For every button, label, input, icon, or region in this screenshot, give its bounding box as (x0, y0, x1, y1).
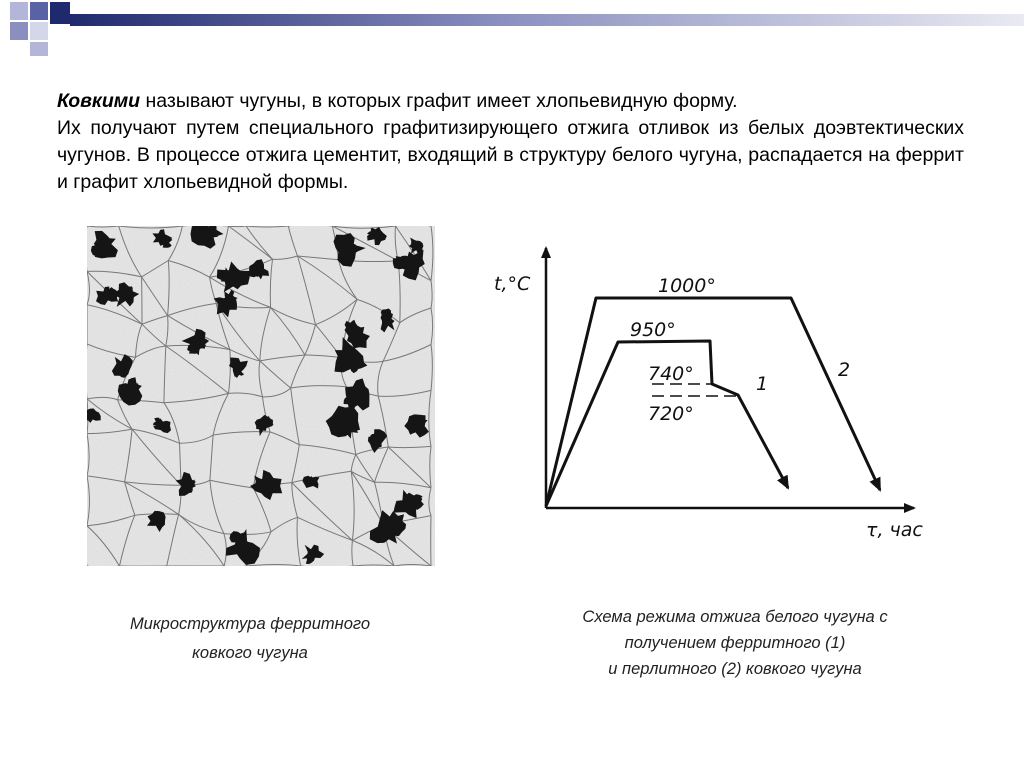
label-720: 720° (648, 403, 694, 425)
label-curve-2: 2 (838, 359, 851, 381)
header-square (30, 2, 48, 20)
curve-2 (546, 298, 880, 506)
header-square (10, 22, 28, 40)
header-decoration (0, 0, 1024, 60)
caption-graph-line2: получением ферритного (1) (624, 634, 846, 652)
label-740: 740° (648, 363, 694, 385)
intro-paragraph: Их получают путем специального графитизирующего отжига отливок из белых доэвтектических чугунов. В процессе отжига цементит, входящий в структуру белого чугуна, распадается на феррит и графит хлопьевидной формы. (57, 117, 964, 193)
intro-line1-rest: называют чугуны, в которых графит имеет хлопьевидную форму. (140, 90, 738, 112)
header-square (10, 2, 28, 20)
caption-microstructure-line1: Микроструктура ферритного (129, 615, 371, 633)
header-square (50, 2, 70, 24)
label-950: 950° (630, 319, 676, 341)
intro-text (57, 88, 964, 196)
header-square (30, 22, 48, 40)
y-axis-label: t,°C (494, 273, 531, 295)
caption-graph (540, 604, 930, 682)
caption-microstructure-line2: ковкого чугуна (192, 644, 308, 662)
intro-term: Ковкими (57, 90, 141, 112)
x-axis-label: τ, час (866, 519, 923, 541)
header-gradient-bar (70, 14, 1024, 26)
label-1000: 1000° (658, 275, 716, 297)
caption-graph-line3: и перлитного (2) ковкого чугуна (608, 660, 862, 678)
annealing-graph (470, 240, 940, 560)
caption-microstructure (95, 610, 405, 668)
microstructure-image (87, 226, 435, 566)
intro-line1 (57, 88, 964, 115)
label-curve-1: 1 (756, 373, 769, 395)
caption-graph-line1: Схема режима отжига белого чугуна с (582, 608, 888, 626)
header-square (30, 42, 48, 56)
